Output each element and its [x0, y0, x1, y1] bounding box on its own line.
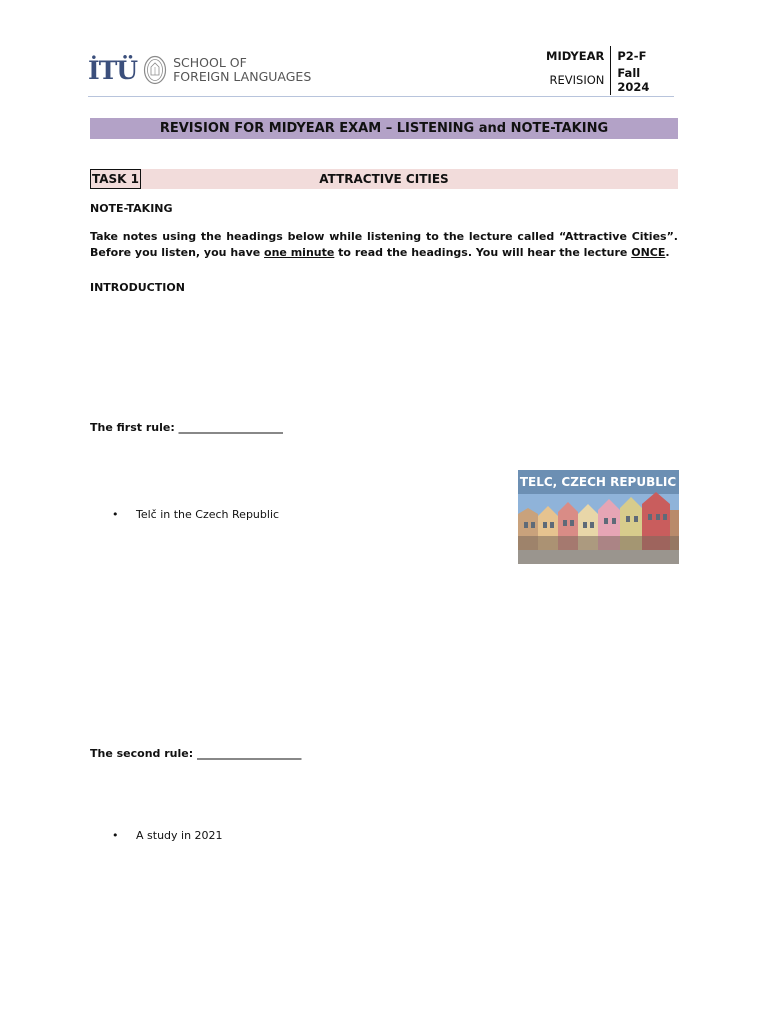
bullet-study-text: A study in 2021	[136, 829, 223, 842]
header-divider	[88, 96, 674, 97]
meta-revision: REVISION	[540, 65, 611, 95]
second-rule-line: The second rule: ___________________	[90, 747, 302, 760]
instructions-once: ONCE	[631, 246, 666, 259]
instructions-part2: to read the headings. You will hear the lecture	[334, 246, 632, 259]
school-name-line2: FOREIGN LANGUAGES	[173, 69, 312, 84]
exam-meta-table	[540, 46, 680, 95]
meta-midyear: MIDYEAR	[540, 46, 611, 65]
bullet-telc-text: Telč in the Czech Republic	[136, 508, 280, 521]
instructions	[90, 229, 678, 261]
school-name	[173, 56, 311, 84]
itu-wordmark: İTÜ	[88, 55, 138, 85]
first-rule-line: The first rule: ___________________	[90, 421, 284, 434]
school-logo	[88, 46, 311, 94]
bullet-dot-icon: •	[112, 829, 119, 842]
bullet-study	[112, 829, 223, 842]
introduction-heading: INTRODUCTION	[90, 281, 185, 294]
instructions-part3: .	[665, 246, 670, 259]
instructions-part1: Take notes using the headings below while listening to the lecture called “Attractive Cities”. Before you listen, you have	[90, 230, 678, 259]
bullet-telc	[112, 508, 279, 521]
note-taking-heading: NOTE-TAKING	[90, 202, 173, 215]
instructions-one-minute: one minute	[264, 246, 335, 259]
telc-photo-illustration	[518, 470, 679, 564]
university-seal-icon	[143, 55, 167, 85]
bullet-dot-icon: •	[112, 508, 119, 521]
meta-level: P2-F	[617, 48, 647, 63]
meta-term: Fall 2024	[617, 66, 650, 94]
task-header	[90, 169, 678, 189]
exam-meta	[540, 46, 680, 95]
school-name-line1: SCHOOL OF	[173, 55, 247, 70]
task-title: ATTRACTIVE CITIES	[319, 172, 449, 186]
telc-photo	[518, 470, 679, 564]
page-title: REVISION FOR MIDYEAR EXAM – LISTENING and NOTE-TAKING	[90, 118, 678, 139]
photo-caption: TELC, CZECH REPUBLIC	[519, 475, 677, 489]
task-label: TASK 1	[90, 169, 141, 189]
